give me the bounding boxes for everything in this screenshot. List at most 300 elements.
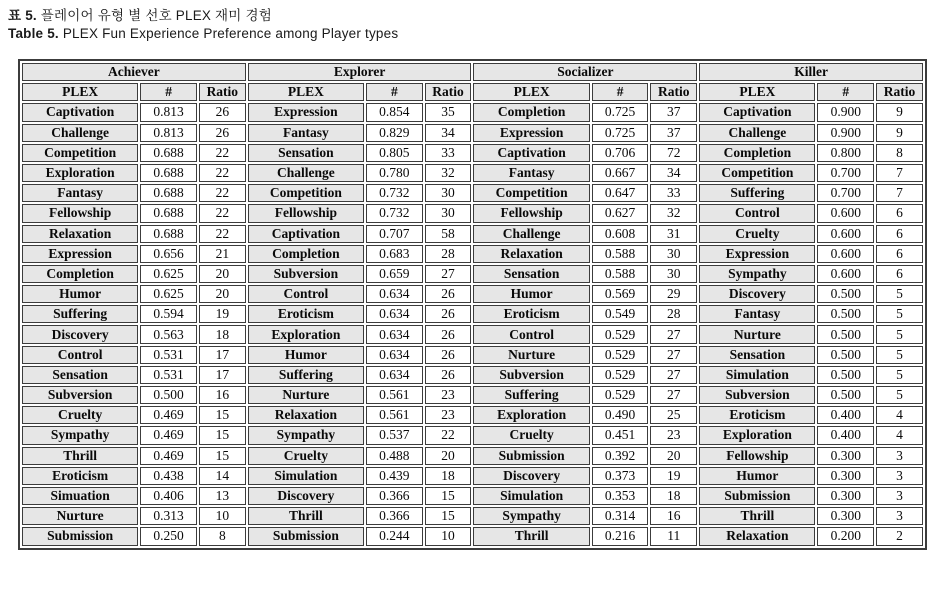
ratio-cell: 2 xyxy=(876,527,923,545)
ratio-cell: 6 xyxy=(876,245,923,263)
ratio-cell: 31 xyxy=(650,225,697,243)
ratio-cell: 3 xyxy=(876,487,923,505)
sub-header-achiever-count: # xyxy=(140,83,197,101)
plex-name-cell: Subversion xyxy=(699,386,815,404)
table-row xyxy=(22,225,923,243)
count-cell: 0.805 xyxy=(366,144,423,162)
plex-name-cell: Discovery xyxy=(22,325,138,343)
plex-name-cell: Challenge xyxy=(248,164,364,182)
table-row xyxy=(22,124,923,142)
count-cell: 0.813 xyxy=(140,103,197,121)
count-cell: 0.529 xyxy=(592,366,649,384)
ratio-cell: 14 xyxy=(199,467,246,485)
ratio-cell: 8 xyxy=(876,144,923,162)
ratio-cell: 29 xyxy=(650,285,697,303)
plex-name-cell: Submission xyxy=(473,447,589,465)
group-header-explorer: Explorer xyxy=(248,63,472,81)
table-row xyxy=(22,204,923,222)
ratio-cell: 33 xyxy=(650,184,697,202)
plex-name-cell: Expression xyxy=(22,245,138,263)
caption-english-label: Table 5. xyxy=(8,26,59,41)
ratio-cell: 30 xyxy=(650,265,697,283)
sub-header-achiever-plex: PLEX xyxy=(22,83,138,101)
plex-name-cell: Nurture xyxy=(699,325,815,343)
ratio-cell: 22 xyxy=(425,426,472,444)
ratio-cell: 19 xyxy=(650,467,697,485)
table-caption xyxy=(0,0,927,43)
count-cell: 0.366 xyxy=(366,487,423,505)
plex-name-cell: Simuation xyxy=(22,487,138,505)
plex-name-cell: Completion xyxy=(248,245,364,263)
plex-name-cell: Cruelty xyxy=(473,426,589,444)
table-row xyxy=(22,406,923,424)
plex-name-cell: Discovery xyxy=(473,467,589,485)
plex-name-cell: Captivation xyxy=(699,103,815,121)
ratio-cell: 26 xyxy=(425,366,472,384)
count-cell: 0.216 xyxy=(592,527,649,545)
ratio-cell: 15 xyxy=(425,507,472,525)
plex-name-cell: Captivation xyxy=(248,225,364,243)
count-cell: 0.700 xyxy=(817,164,874,182)
count-cell: 0.627 xyxy=(592,204,649,222)
sub-header-socializer-plex: PLEX xyxy=(473,83,589,101)
count-cell: 0.900 xyxy=(817,124,874,142)
plex-name-cell: Exploration xyxy=(248,325,364,343)
count-cell: 0.500 xyxy=(817,346,874,364)
ratio-cell: 5 xyxy=(876,346,923,364)
ratio-cell: 7 xyxy=(876,164,923,182)
ratio-cell: 5 xyxy=(876,285,923,303)
count-cell: 0.588 xyxy=(592,265,649,283)
count-cell: 0.900 xyxy=(817,103,874,121)
plex-name-cell: Fellowship xyxy=(248,204,364,222)
ratio-cell: 26 xyxy=(199,124,246,142)
plex-name-cell: Cruelty xyxy=(22,406,138,424)
ratio-cell: 17 xyxy=(199,366,246,384)
plex-name-cell: Expression xyxy=(248,103,364,121)
plex-name-cell: Sympathy xyxy=(699,265,815,283)
count-cell: 0.300 xyxy=(817,467,874,485)
plex-name-cell: Cruelty xyxy=(248,447,364,465)
count-cell: 0.647 xyxy=(592,184,649,202)
ratio-cell: 20 xyxy=(650,447,697,465)
plex-name-cell: Relaxation xyxy=(473,245,589,263)
ratio-cell: 26 xyxy=(425,305,472,323)
count-cell: 0.634 xyxy=(366,305,423,323)
ratio-cell: 23 xyxy=(425,406,472,424)
table-row xyxy=(22,285,923,303)
sub-header-row xyxy=(22,83,923,101)
ratio-cell: 17 xyxy=(199,346,246,364)
ratio-cell: 13 xyxy=(199,487,246,505)
count-cell: 0.600 xyxy=(817,225,874,243)
ratio-cell: 3 xyxy=(876,467,923,485)
count-cell: 0.600 xyxy=(817,245,874,263)
ratio-cell: 9 xyxy=(876,103,923,121)
count-cell: 0.634 xyxy=(366,346,423,364)
plex-name-cell: Relaxation xyxy=(22,225,138,243)
plex-name-cell: Challenge xyxy=(699,124,815,142)
ratio-cell: 37 xyxy=(650,103,697,121)
table-row xyxy=(22,366,923,384)
count-cell: 0.569 xyxy=(592,285,649,303)
table-row xyxy=(22,245,923,263)
ratio-cell: 30 xyxy=(425,184,472,202)
ratio-cell: 72 xyxy=(650,144,697,162)
plex-name-cell: Submission xyxy=(248,527,364,545)
plex-name-cell: Captivation xyxy=(473,144,589,162)
sub-header-achiever-ratio: Ratio xyxy=(199,83,246,101)
count-cell: 0.313 xyxy=(140,507,197,525)
count-cell: 0.688 xyxy=(140,164,197,182)
ratio-cell: 26 xyxy=(425,285,472,303)
ratio-cell: 3 xyxy=(876,507,923,525)
count-cell: 0.625 xyxy=(140,285,197,303)
table-row xyxy=(22,184,923,202)
count-cell: 0.490 xyxy=(592,406,649,424)
ratio-cell: 15 xyxy=(425,487,472,505)
plex-name-cell: Relaxation xyxy=(699,527,815,545)
plex-name-cell: Control xyxy=(699,204,815,222)
plex-name-cell: Suffering xyxy=(22,305,138,323)
table-row xyxy=(22,265,923,283)
count-cell: 0.469 xyxy=(140,447,197,465)
count-cell: 0.829 xyxy=(366,124,423,142)
ratio-cell: 26 xyxy=(425,325,472,343)
ratio-cell: 15 xyxy=(199,447,246,465)
count-cell: 0.244 xyxy=(366,527,423,545)
sub-header-killer-ratio: Ratio xyxy=(876,83,923,101)
count-cell: 0.688 xyxy=(140,184,197,202)
sub-header-killer-plex: PLEX xyxy=(699,83,815,101)
ratio-cell: 27 xyxy=(425,265,472,283)
count-cell: 0.373 xyxy=(592,467,649,485)
ratio-cell: 4 xyxy=(876,426,923,444)
count-cell: 0.608 xyxy=(592,225,649,243)
plex-name-cell: Challenge xyxy=(22,124,138,142)
ratio-cell: 18 xyxy=(425,467,472,485)
ratio-cell: 25 xyxy=(650,406,697,424)
plex-name-cell: Fantasy xyxy=(248,124,364,142)
plex-name-cell: Exploration xyxy=(22,164,138,182)
count-cell: 0.531 xyxy=(140,366,197,384)
ratio-cell: 7 xyxy=(876,184,923,202)
count-cell: 0.500 xyxy=(817,366,874,384)
count-cell: 0.300 xyxy=(817,507,874,525)
count-cell: 0.707 xyxy=(366,225,423,243)
sub-header-explorer-ratio: Ratio xyxy=(425,83,472,101)
ratio-cell: 22 xyxy=(199,144,246,162)
caption-korean-text: 플레이어 유형 별 선호 PLEX 재미 경험 xyxy=(36,8,272,23)
plex-name-cell: Exploration xyxy=(699,426,815,444)
ratio-cell: 20 xyxy=(199,285,246,303)
ratio-cell: 27 xyxy=(650,346,697,364)
count-cell: 0.688 xyxy=(140,204,197,222)
plex-table xyxy=(18,59,927,550)
ratio-cell: 6 xyxy=(876,265,923,283)
ratio-cell: 28 xyxy=(650,305,697,323)
ratio-cell: 5 xyxy=(876,366,923,384)
count-cell: 0.488 xyxy=(366,447,423,465)
count-cell: 0.780 xyxy=(366,164,423,182)
count-cell: 0.537 xyxy=(366,426,423,444)
ratio-cell: 22 xyxy=(199,225,246,243)
count-cell: 0.200 xyxy=(817,527,874,545)
ratio-cell: 4 xyxy=(876,406,923,424)
count-cell: 0.800 xyxy=(817,144,874,162)
count-cell: 0.438 xyxy=(140,467,197,485)
ratio-cell: 22 xyxy=(199,164,246,182)
table-row xyxy=(22,527,923,545)
group-header-achiever: Achiever xyxy=(22,63,246,81)
table-row xyxy=(22,507,923,525)
caption-korean xyxy=(8,7,927,25)
plex-name-cell: Eroticism xyxy=(248,305,364,323)
count-cell: 0.500 xyxy=(817,325,874,343)
plex-name-cell: Fantasy xyxy=(22,184,138,202)
table-row xyxy=(22,103,923,121)
count-cell: 0.688 xyxy=(140,144,197,162)
count-cell: 0.500 xyxy=(817,285,874,303)
plex-name-cell: Fellowship xyxy=(473,204,589,222)
count-cell: 0.600 xyxy=(817,204,874,222)
plex-name-cell: Completion xyxy=(473,103,589,121)
count-cell: 0.561 xyxy=(366,386,423,404)
ratio-cell: 23 xyxy=(650,426,697,444)
ratio-cell: 10 xyxy=(425,527,472,545)
plex-name-cell: Control xyxy=(22,346,138,364)
ratio-cell: 28 xyxy=(425,245,472,263)
plex-name-cell: Completion xyxy=(699,144,815,162)
plex-name-cell: Submission xyxy=(22,527,138,545)
count-cell: 0.683 xyxy=(366,245,423,263)
count-cell: 0.300 xyxy=(817,487,874,505)
ratio-cell: 19 xyxy=(199,305,246,323)
count-cell: 0.392 xyxy=(592,447,649,465)
ratio-cell: 22 xyxy=(199,204,246,222)
ratio-cell: 18 xyxy=(199,325,246,343)
ratio-cell: 37 xyxy=(650,124,697,142)
plex-name-cell: Subversion xyxy=(22,386,138,404)
count-cell: 0.854 xyxy=(366,103,423,121)
ratio-cell: 58 xyxy=(425,225,472,243)
plex-name-cell: Sensation xyxy=(248,144,364,162)
plex-name-cell: Sensation xyxy=(699,346,815,364)
plex-name-cell: Subversion xyxy=(473,366,589,384)
plex-name-cell: Simulation xyxy=(473,487,589,505)
count-cell: 0.706 xyxy=(592,144,649,162)
plex-name-cell: Simulation xyxy=(248,467,364,485)
ratio-cell: 35 xyxy=(425,103,472,121)
ratio-cell: 16 xyxy=(199,386,246,404)
count-cell: 0.250 xyxy=(140,527,197,545)
ratio-cell: 5 xyxy=(876,325,923,343)
ratio-cell: 26 xyxy=(425,346,472,364)
table-row xyxy=(22,305,923,323)
count-cell: 0.300 xyxy=(817,447,874,465)
plex-name-cell: Humor xyxy=(248,346,364,364)
count-cell: 0.406 xyxy=(140,487,197,505)
sub-header-socializer-ratio: Ratio xyxy=(650,83,697,101)
ratio-cell: 22 xyxy=(199,184,246,202)
plex-name-cell: Competition xyxy=(248,184,364,202)
table-row xyxy=(22,447,923,465)
count-cell: 0.549 xyxy=(592,305,649,323)
ratio-cell: 34 xyxy=(650,164,697,182)
ratio-cell: 5 xyxy=(876,386,923,404)
plex-name-cell: Subversion xyxy=(248,265,364,283)
count-cell: 0.469 xyxy=(140,426,197,444)
ratio-cell: 32 xyxy=(425,164,472,182)
count-cell: 0.353 xyxy=(592,487,649,505)
plex-name-cell: Control xyxy=(473,325,589,343)
count-cell: 0.439 xyxy=(366,467,423,485)
plex-name-cell: Sympathy xyxy=(248,426,364,444)
count-cell: 0.500 xyxy=(817,386,874,404)
group-header-row xyxy=(22,63,923,81)
count-cell: 0.732 xyxy=(366,184,423,202)
plex-name-cell: Control xyxy=(248,285,364,303)
ratio-cell: 6 xyxy=(876,225,923,243)
ratio-cell: 27 xyxy=(650,366,697,384)
ratio-cell: 5 xyxy=(876,305,923,323)
ratio-cell: 34 xyxy=(425,124,472,142)
count-cell: 0.451 xyxy=(592,426,649,444)
count-cell: 0.500 xyxy=(817,305,874,323)
sub-header-explorer-count: # xyxy=(366,83,423,101)
ratio-cell: 8 xyxy=(199,527,246,545)
plex-name-cell: Sympathy xyxy=(22,426,138,444)
ratio-cell: 3 xyxy=(876,447,923,465)
count-cell: 0.531 xyxy=(140,346,197,364)
count-cell: 0.725 xyxy=(592,103,649,121)
sub-header-explorer-plex: PLEX xyxy=(248,83,364,101)
count-cell: 0.732 xyxy=(366,204,423,222)
ratio-cell: 21 xyxy=(199,245,246,263)
plex-name-cell: Eroticism xyxy=(699,406,815,424)
plex-name-cell: Competition xyxy=(699,164,815,182)
plex-name-cell: Thrill xyxy=(22,447,138,465)
count-cell: 0.400 xyxy=(817,406,874,424)
plex-name-cell: Captivation xyxy=(22,103,138,121)
ratio-cell: 20 xyxy=(199,265,246,283)
count-cell: 0.813 xyxy=(140,124,197,142)
count-cell: 0.314 xyxy=(592,507,649,525)
plex-name-cell: Sympathy xyxy=(473,507,589,525)
plex-table-container xyxy=(18,59,927,550)
plex-name-cell: Nurture xyxy=(248,386,364,404)
plex-name-cell: Expression xyxy=(699,245,815,263)
plex-name-cell: Eroticism xyxy=(473,305,589,323)
count-cell: 0.588 xyxy=(592,245,649,263)
caption-english xyxy=(8,25,927,43)
plex-name-cell: Humor xyxy=(473,285,589,303)
sub-header-socializer-count: # xyxy=(592,83,649,101)
table-row xyxy=(22,386,923,404)
ratio-cell: 26 xyxy=(199,103,246,121)
plex-name-cell: Nurture xyxy=(473,346,589,364)
table-row xyxy=(22,164,923,182)
count-cell: 0.625 xyxy=(140,265,197,283)
count-cell: 0.725 xyxy=(592,124,649,142)
ratio-cell: 6 xyxy=(876,204,923,222)
ratio-cell: 30 xyxy=(425,204,472,222)
ratio-cell: 11 xyxy=(650,527,697,545)
table-row xyxy=(22,325,923,343)
plex-name-cell: Relaxation xyxy=(248,406,364,424)
ratio-cell: 23 xyxy=(425,386,472,404)
plex-name-cell: Eroticism xyxy=(22,467,138,485)
ratio-cell: 27 xyxy=(650,325,697,343)
plex-name-cell: Humor xyxy=(22,285,138,303)
count-cell: 0.634 xyxy=(366,325,423,343)
sub-header-killer-count: # xyxy=(817,83,874,101)
count-cell: 0.529 xyxy=(592,346,649,364)
ratio-cell: 15 xyxy=(199,426,246,444)
plex-name-cell: Completion xyxy=(22,265,138,283)
count-cell: 0.469 xyxy=(140,406,197,424)
plex-name-cell: Simulation xyxy=(699,366,815,384)
group-header-socializer: Socializer xyxy=(473,63,697,81)
ratio-cell: 32 xyxy=(650,204,697,222)
ratio-cell: 20 xyxy=(425,447,472,465)
table-row xyxy=(22,487,923,505)
plex-name-cell: Thrill xyxy=(248,507,364,525)
count-cell: 0.500 xyxy=(140,386,197,404)
count-cell: 0.656 xyxy=(140,245,197,263)
plex-name-cell: Thrill xyxy=(699,507,815,525)
ratio-cell: 27 xyxy=(650,386,697,404)
table-row xyxy=(22,144,923,162)
count-cell: 0.634 xyxy=(366,285,423,303)
plex-name-cell: Suffering xyxy=(248,366,364,384)
plex-name-cell: Fantasy xyxy=(473,164,589,182)
count-cell: 0.667 xyxy=(592,164,649,182)
plex-name-cell: Discovery xyxy=(248,487,364,505)
plex-name-cell: Cruelty xyxy=(699,225,815,243)
ratio-cell: 18 xyxy=(650,487,697,505)
count-cell: 0.688 xyxy=(140,225,197,243)
ratio-cell: 9 xyxy=(876,124,923,142)
count-cell: 0.563 xyxy=(140,325,197,343)
ratio-cell: 33 xyxy=(425,144,472,162)
count-cell: 0.529 xyxy=(592,325,649,343)
ratio-cell: 30 xyxy=(650,245,697,263)
count-cell: 0.561 xyxy=(366,406,423,424)
plex-name-cell: Fellowship xyxy=(22,204,138,222)
plex-name-cell: Suffering xyxy=(473,386,589,404)
plex-name-cell: Competition xyxy=(22,144,138,162)
plex-name-cell: Sensation xyxy=(22,366,138,384)
plex-name-cell: Suffering xyxy=(699,184,815,202)
plex-name-cell: Expression xyxy=(473,124,589,142)
ratio-cell: 15 xyxy=(199,406,246,424)
plex-name-cell: Nurture xyxy=(22,507,138,525)
count-cell: 0.400 xyxy=(817,426,874,444)
table-row xyxy=(22,426,923,444)
table-row xyxy=(22,346,923,364)
ratio-cell: 16 xyxy=(650,507,697,525)
count-cell: 0.529 xyxy=(592,386,649,404)
ratio-cell: 10 xyxy=(199,507,246,525)
plex-name-cell: Thrill xyxy=(473,527,589,545)
count-cell: 0.366 xyxy=(366,507,423,525)
plex-name-cell: Submission xyxy=(699,487,815,505)
count-cell: 0.700 xyxy=(817,184,874,202)
count-cell: 0.600 xyxy=(817,265,874,283)
caption-english-text: PLEX Fun Experience Preference among Player types xyxy=(58,26,399,41)
count-cell: 0.634 xyxy=(366,366,423,384)
